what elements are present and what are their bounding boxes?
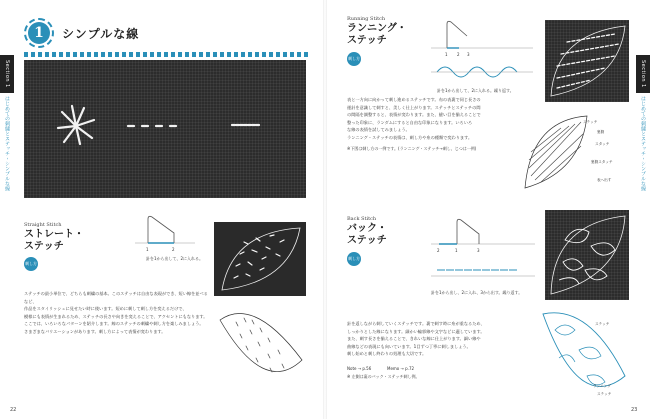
body-line: ランニング・ステッチの表情は、刺し方や糸の種類で変わります。 [347,134,473,140]
howto-badge: 刺し方 [347,252,361,266]
running-stitch-leaf-diagram [521,112,591,196]
body-line: 模様にも表情が生まれるため、ステッチの長さや向きを変えることで、アクセントにもなります。 [24,313,208,319]
straight-stitch-title-1: ストレート・ [24,229,84,240]
straight-stitch-body [24,290,208,335]
stitch-sample-photo [24,60,306,198]
page-title: シンプルな線 [62,27,140,41]
straight-stitch-diagram [130,213,200,255]
body-line: 表と一方向に向かって刺し進めるステッチです。布の表裏で同じ長さの [347,97,481,102]
straight-stitch-title-2: ステッチ [24,241,64,252]
body-line: 整った印象に、ランダムにすると自由な印象になります。いろいろ [347,119,473,125]
running-stitch-body [347,96,535,141]
back-label-3: ステッチ [597,392,612,396]
body-line: 曲線などの表現にも向いています。1目ずつ丁寧に刺しましょう。 [347,343,471,349]
straight-stitch-leaf-sample [214,222,306,296]
section-side-text: はじめての刺繍とステッチ - シンプルな線 [640,96,646,191]
section-tab: Section 1 [0,55,14,93]
svg-text:1: 1 [445,52,448,57]
section-tab: Section 1 [636,55,650,93]
running-stitch-note: ※下図は刺し方の一例です。(ランニング・ステッチ→刺し、じつは一例) [347,146,477,151]
running-stitch-caption: 針を1から出して、2に入れる。繰り返す。 [437,88,514,93]
back-stitch-en: Back Stitch [347,216,377,222]
running-label-2: 裏側 [597,130,605,134]
body-line: 針を返しながら刺していくステッチです。裏で刺す時に糸が重なるため、 [347,321,485,326]
body-line: 作品をスタイリッシュに見せたい時に使います。短めに刺して刺し方を変えるだけで、 [24,306,187,311]
running-stitch-title-1: ランニング・ [347,23,407,34]
running-label-1: ステッチ [583,120,598,124]
back-stitch-note-small: ※ 左側は裏のバック・ステッチ刺し例。 [347,374,420,379]
running-label-3: スタッチ [595,142,610,146]
straight-stitch-leaf-outline [214,300,306,392]
running-stitch-diagram [427,16,537,86]
body-line: 運針を意識して刺すと、美しく仕上がります。ステッチとステッチの間 [347,104,481,110]
body-line: ステッチの最小単位で、どちらも刺繍の基本。このステッチは自由な表現ができ、短い線を並べるなど、 [24,291,208,304]
svg-text:3: 3 [467,52,470,57]
running-stitch-title-2: ステッチ [347,35,387,46]
running-label-4: 裏側スタッチ [591,160,613,164]
body-line: しっかりとした線になります。細かい輪郭線や文字などに適しています。 [347,328,485,334]
section-side-text: はじめての刺繍とステッチ - シンプルな線 [4,96,10,191]
title-decoration [24,52,311,57]
svg-text:2: 2 [437,248,440,253]
page-number: 22 [10,407,17,413]
back-stitch-note-1: Note → p.56 [347,366,372,371]
svg-text:3: 3 [477,248,480,253]
body-line: さまざまなバリエーションがあります。刺し方によって表情が変わります。 [24,328,166,334]
back-stitch-note-2: Memo → p.72 [387,366,415,371]
page-number: 23 [631,407,638,413]
howto-badge: 刺し方 [347,52,361,66]
back-label-2: ランニング [593,384,611,388]
svg-text:2: 2 [172,247,175,252]
running-stitch-sample-photo [545,20,629,102]
straight-stitch-en: Straight Stitch [24,222,62,228]
back-stitch-sample-photo [545,210,629,300]
body-line: な線の表情を試してみましょう。 [347,127,410,132]
section-number: 1 [28,22,50,44]
body-line: また、刺す長さを揃えることで、きれいな線に仕上がります。細い線や [347,336,481,341]
back-stitch-diagram [427,214,539,288]
svg-text:2: 2 [457,52,460,57]
back-stitch-caption: 針を1から出し、2に入れ、3から出す。繰り返す。 [431,290,523,295]
howto-badge: 刺し方 [24,257,38,271]
back-stitch-title-1: バック・ [347,223,387,234]
svg-text:1: 1 [455,248,458,253]
svg-text:1: 1 [146,247,149,252]
running-stitch-en: Running Stitch [347,16,386,22]
body-line: の間隔を調整すると、表情が変わります。また、縫い目を揃えることで [347,112,481,117]
back-label-1: ステッチ [595,322,610,326]
right-page [325,0,650,419]
back-stitch-title-2: ステッチ [347,235,387,246]
back-stitch-body [347,320,535,358]
back-stitch-leaf-diagram [539,306,629,410]
body-line: ここでは、いろいろなパターンを紹介します。線のステッチの刺繍や刺し方を楽しみましょう。 [24,321,204,326]
body-line: 刺し始めと刺し終わりの処理も大切です。 [347,351,427,356]
running-label-5: 表へ出す [597,178,612,182]
straight-stitch-caption: 針を1から出して、2に入れる。 [146,256,204,261]
section-number-badge [24,18,54,48]
